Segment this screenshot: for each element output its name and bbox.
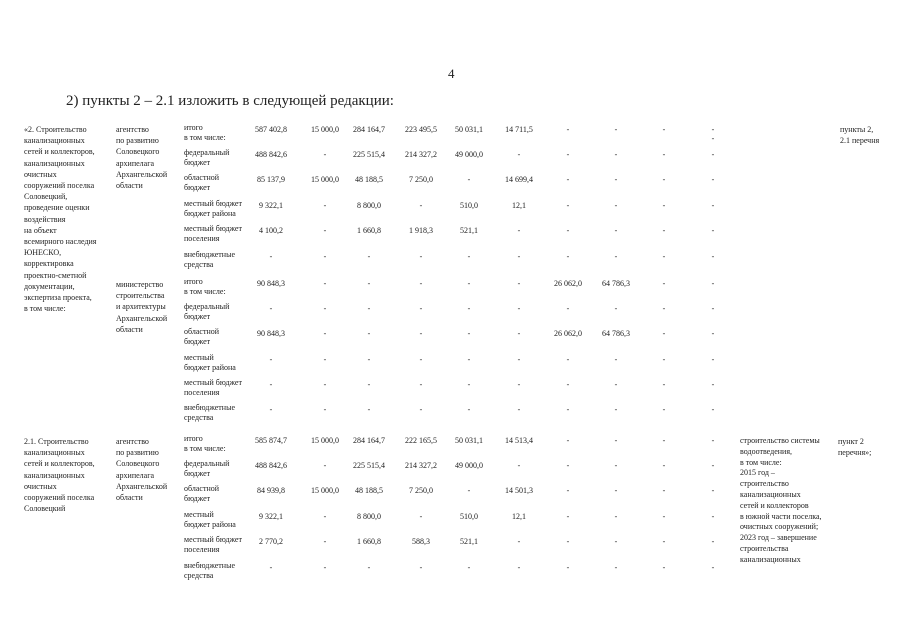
- table-cell: 64 786,3: [602, 329, 630, 338]
- table-cell: -: [662, 252, 666, 261]
- table-cell: -: [566, 380, 570, 389]
- table-cell: -: [614, 226, 618, 235]
- table-cell: 15 000,0: [311, 125, 339, 134]
- table-cell: -: [662, 329, 666, 338]
- table-cell: -: [517, 150, 521, 159]
- table-cell: -: [711, 380, 715, 389]
- table-cell: -: [517, 461, 521, 470]
- table-cell: -: [711, 226, 715, 235]
- table-cell: 7 250,0: [409, 175, 433, 184]
- table-cell: -: [614, 175, 618, 184]
- table-row: [0, 510, 905, 537]
- table-cell: -: [323, 512, 327, 521]
- table-cell: -: [711, 436, 715, 445]
- funding-source-label: внебюджетные средства: [184, 250, 235, 269]
- table-cell: -: [566, 436, 570, 445]
- table-row: [0, 224, 905, 251]
- table-cell: -: [662, 537, 666, 546]
- table-cell: -: [662, 226, 666, 235]
- table-cell: 15 000,0: [311, 486, 339, 495]
- table-cell: 214 327,2: [405, 150, 437, 159]
- table-cell: -: [323, 537, 327, 546]
- table-cell: -: [662, 355, 666, 364]
- table-cell: -: [711, 355, 715, 364]
- table-cell: -: [662, 486, 666, 495]
- table-cell: 510,0: [460, 512, 478, 521]
- funding-source-label: федеральный бюджет: [184, 459, 230, 478]
- table-cell: -: [614, 405, 618, 414]
- table-row: [0, 459, 905, 486]
- funding-source-label: местный бюджет района: [184, 510, 236, 529]
- table-cell: -: [662, 461, 666, 470]
- table-cell: -: [467, 355, 471, 364]
- table-cell: -: [662, 150, 666, 159]
- table-cell: -: [614, 537, 618, 546]
- table-row: [0, 403, 905, 430]
- table-cell: -: [367, 329, 371, 338]
- table-cell: -: [367, 355, 371, 364]
- table-cell: 12,1: [512, 201, 526, 210]
- table-cell: -: [467, 486, 471, 495]
- table-cell: 48 188,5: [355, 486, 383, 495]
- table-cell: -: [467, 304, 471, 313]
- table-cell: -: [269, 563, 273, 572]
- table-cell: -: [419, 329, 423, 338]
- table-cell: -: [662, 436, 666, 445]
- table-cell: -: [367, 252, 371, 261]
- table-cell: 48 188,5: [355, 175, 383, 184]
- table-cell: 9 322,1: [259, 201, 283, 210]
- table-cell: 4 100,2: [259, 226, 283, 235]
- table-cell: 90 848,3: [257, 329, 285, 338]
- table-cell: -: [566, 537, 570, 546]
- table-cell: -: [614, 304, 618, 313]
- table-cell: -: [323, 563, 327, 572]
- table-cell: -: [323, 252, 327, 261]
- funding-source-label: местный бюджет бюджет района: [184, 199, 242, 218]
- table-cell: -: [566, 486, 570, 495]
- table-cell: -: [566, 512, 570, 521]
- table-cell: -: [711, 537, 715, 546]
- table-cell: 2 770,2: [259, 537, 283, 546]
- table-cell: -: [711, 405, 715, 414]
- table-cell: 49 000,0: [455, 461, 483, 470]
- table-row: [0, 199, 905, 226]
- table-cell: -: [517, 252, 521, 261]
- table-cell: -: [614, 252, 618, 261]
- table-cell: -: [614, 486, 618, 495]
- table-cell: 7 250,0: [409, 486, 433, 495]
- table-cell: 49 000,0: [455, 150, 483, 159]
- table-cell: -: [467, 563, 471, 572]
- page-heading: 2) пункты 2 – 2.1 изложить в следующей редакции:: [66, 93, 394, 109]
- table-cell: 1 660,8: [357, 226, 381, 235]
- table-cell: -: [323, 150, 327, 159]
- funding-source-label: итого в том числе:: [184, 277, 226, 296]
- table-cell: -: [517, 329, 521, 338]
- table-cell: -: [269, 252, 273, 261]
- table-cell: 14 711,5: [505, 125, 533, 134]
- table-cell: -: [711, 329, 715, 338]
- table-cell: -: [614, 563, 618, 572]
- table-cell: -: [566, 150, 570, 159]
- table-cell: -: [614, 201, 618, 210]
- table-cell: -: [367, 304, 371, 313]
- section-2-executor-ministry: министерство строительства и архитектуры Архангельской области: [116, 280, 168, 334]
- table-cell: 85 137,9: [257, 175, 285, 184]
- table-cell: -: [517, 380, 521, 389]
- table-row: [0, 277, 905, 304]
- table-cell: -: [323, 226, 327, 235]
- table-cell: -: [323, 304, 327, 313]
- table-cell: -: [711, 563, 715, 572]
- section-2-note: пункты 2, 2.1 перечня: [840, 125, 880, 146]
- table-cell: -: [711, 201, 715, 210]
- section-2-1-result: строительство системы водоотведения, в том числе: 2015 год – строительство канализационных сетей и коллекторов в южной части поселка, очистных сооружений; 2023 год – завершение строительства канализационных: [740, 436, 822, 564]
- table-cell: 84 939,8: [257, 486, 285, 495]
- table-cell: 14 513,4: [505, 436, 533, 445]
- table-cell: 510,0: [460, 201, 478, 210]
- funding-source-label: областной бюджет: [184, 327, 220, 346]
- table-cell: -: [662, 512, 666, 521]
- table-row: [0, 378, 905, 405]
- table-cell: -: [323, 201, 327, 210]
- table-row: [0, 535, 905, 562]
- table-cell: -: [467, 175, 471, 184]
- funding-source-label: областной бюджет: [184, 173, 220, 192]
- table-cell: -: [467, 329, 471, 338]
- table-cell: 50 031,1: [455, 125, 483, 134]
- table-cell: -: [367, 380, 371, 389]
- table-cell: -: [711, 150, 715, 159]
- table-row: [0, 484, 905, 511]
- table-cell: 1 918,3: [409, 226, 433, 235]
- table-cell: 223 495,5: [405, 125, 437, 134]
- table-cell: -: [517, 226, 521, 235]
- table-cell: -: [711, 461, 715, 470]
- table-cell: 284 164,7: [353, 125, 385, 134]
- section-2-1-executor-agency: агентство по развитию Соловецкого архипелага Архангельской области: [116, 437, 168, 503]
- table-cell: -: [323, 405, 327, 414]
- table-cell: -: [269, 355, 273, 364]
- table-cell: 64 786,3: [602, 279, 630, 288]
- funding-source-label: местный бюджет поселения: [184, 224, 242, 243]
- table-cell: 26 062,0: [554, 279, 582, 288]
- table-cell: -: [711, 175, 715, 184]
- table-cell: -: [323, 380, 327, 389]
- table-cell: -: [662, 175, 666, 184]
- table-cell: -: [566, 563, 570, 572]
- table-cell: -: [367, 279, 371, 288]
- funding-source-label: федеральный бюджет: [184, 302, 230, 321]
- table-cell: -: [614, 125, 618, 134]
- table-cell: -: [711, 486, 715, 495]
- table-cell: 1 660,8: [357, 537, 381, 546]
- table-cell: -: [467, 405, 471, 414]
- table-cell: -: [711, 279, 715, 288]
- table-row: [0, 353, 905, 380]
- table-cell: -: [614, 461, 618, 470]
- table-cell: -: [566, 355, 570, 364]
- table-cell: 8 800,0: [357, 201, 381, 210]
- table-cell: -: [614, 436, 618, 445]
- table-cell: 222 165,5: [405, 436, 437, 445]
- table-cell: -: [419, 563, 423, 572]
- table-cell: -: [419, 512, 423, 521]
- table-cell: -: [566, 461, 570, 470]
- table-cell: -: [367, 563, 371, 572]
- table-cell: 521,1: [460, 226, 478, 235]
- table-cell: -: [614, 355, 618, 364]
- table-cell: -: [711, 125, 715, 134]
- table-cell: 284 164,7: [353, 436, 385, 445]
- section-2-name: «2. Строительство канализационных сетей и коллекторов, канализационных очистных сооружений поселка Соловецкий, проведение оценки воздействия на объект всемирного наследия ЮНЕСКО, корректировка проектно-сметной документации, экспертиза проекта, в том числе:: [24, 125, 97, 314]
- table-cell: -: [566, 226, 570, 235]
- table-cell: 12,1: [512, 512, 526, 521]
- table-cell: -: [419, 380, 423, 389]
- funding-source-label: местный бюджет поселения: [184, 378, 242, 397]
- table-cell: -: [517, 279, 521, 288]
- table-cell: -: [367, 405, 371, 414]
- table-cell: 488 842,6: [255, 150, 287, 159]
- table-cell: -: [566, 304, 570, 313]
- table-cell: 90 848,3: [257, 279, 285, 288]
- funding-source-label: внебюджетные средства: [184, 561, 235, 580]
- table-cell: -: [323, 329, 327, 338]
- funding-source-label: областной бюджет: [184, 484, 220, 503]
- table-cell: -: [323, 461, 327, 470]
- funding-source-label: внебюджетные средства: [184, 403, 235, 422]
- table-row: [0, 434, 905, 461]
- table-cell: -: [323, 355, 327, 364]
- table-cell: -: [517, 537, 521, 546]
- funding-source-label: итого в том числе:: [184, 123, 226, 142]
- table-cell: -: [419, 405, 423, 414]
- table-cell: -: [467, 380, 471, 389]
- table-cell: -: [517, 304, 521, 313]
- table-cell: -: [467, 252, 471, 261]
- table-row: [0, 561, 905, 588]
- table-cell: -: [711, 134, 715, 143]
- table-cell: -: [662, 201, 666, 210]
- table-cell: -: [566, 252, 570, 261]
- table-cell: 26 062,0: [554, 329, 582, 338]
- table-cell: -: [711, 512, 715, 521]
- table-cell: 9 322,1: [259, 512, 283, 521]
- table-cell: -: [662, 405, 666, 414]
- page-number: 4: [448, 66, 455, 81]
- table-cell: -: [614, 512, 618, 521]
- table-cell: -: [419, 201, 423, 210]
- table-cell: 521,1: [460, 537, 478, 546]
- table-cell: 14 699,4: [505, 175, 533, 184]
- table-cell: -: [662, 380, 666, 389]
- section-2-1-name: 2.1. Строительство канализационных сетей и коллекторов, канализационных очистных сооружений поселка Соловецкий: [24, 437, 95, 514]
- table-cell: -: [711, 304, 715, 313]
- table-cell: 15 000,0: [311, 175, 339, 184]
- table-cell: 225 515,4: [353, 461, 385, 470]
- table-cell: -: [517, 355, 521, 364]
- table-cell: 50 031,1: [455, 436, 483, 445]
- section-2-1-note: пункт 2 перечня»;: [838, 437, 872, 458]
- table-cell: -: [269, 405, 273, 414]
- table-cell: -: [467, 279, 471, 288]
- funding-source-label: итого в том числе:: [184, 434, 226, 453]
- table-cell: -: [662, 125, 666, 134]
- table-cell: 225 515,4: [353, 150, 385, 159]
- table-cell: -: [517, 563, 521, 572]
- funding-source-label: местный бюджет района: [184, 353, 236, 372]
- table-cell: -: [419, 279, 423, 288]
- table-row: [0, 327, 905, 354]
- table-row: [0, 123, 905, 150]
- table-row: [0, 148, 905, 175]
- table-cell: 588,3: [412, 537, 430, 546]
- table-cell: 587 402,8: [255, 125, 287, 134]
- section-2-executor-agency: агентство по развитию Соловецкого архипелага Архангельской области: [116, 125, 168, 191]
- table-cell: 8 800,0: [357, 512, 381, 521]
- table-cell: -: [662, 563, 666, 572]
- table-cell: -: [419, 252, 423, 261]
- table-cell: -: [269, 380, 273, 389]
- table-cell: -: [566, 175, 570, 184]
- table-cell: 14 501,3: [505, 486, 533, 495]
- table-cell: -: [566, 405, 570, 414]
- table-cell: -: [566, 201, 570, 210]
- table-cell: -: [614, 150, 618, 159]
- table-cell: -: [517, 405, 521, 414]
- table-cell: -: [566, 125, 570, 134]
- table-cell: -: [269, 304, 273, 313]
- funding-source-label: федеральный бюджет: [184, 148, 230, 167]
- table-cell: -: [614, 380, 618, 389]
- table-cell: -: [419, 355, 423, 364]
- table-cell: -: [662, 304, 666, 313]
- table-cell: -: [419, 304, 423, 313]
- table-cell: -: [662, 279, 666, 288]
- table-cell: -: [711, 252, 715, 261]
- funding-source-label: местный бюджет поселения: [184, 535, 242, 554]
- table-cell: -: [323, 279, 327, 288]
- table-cell: 488 842,6: [255, 461, 287, 470]
- table-cell: 15 000,0: [311, 436, 339, 445]
- table-row: [0, 250, 905, 277]
- table-cell: 214 327,2: [405, 461, 437, 470]
- table-row: [0, 173, 905, 200]
- table-cell: 585 874,7: [255, 436, 287, 445]
